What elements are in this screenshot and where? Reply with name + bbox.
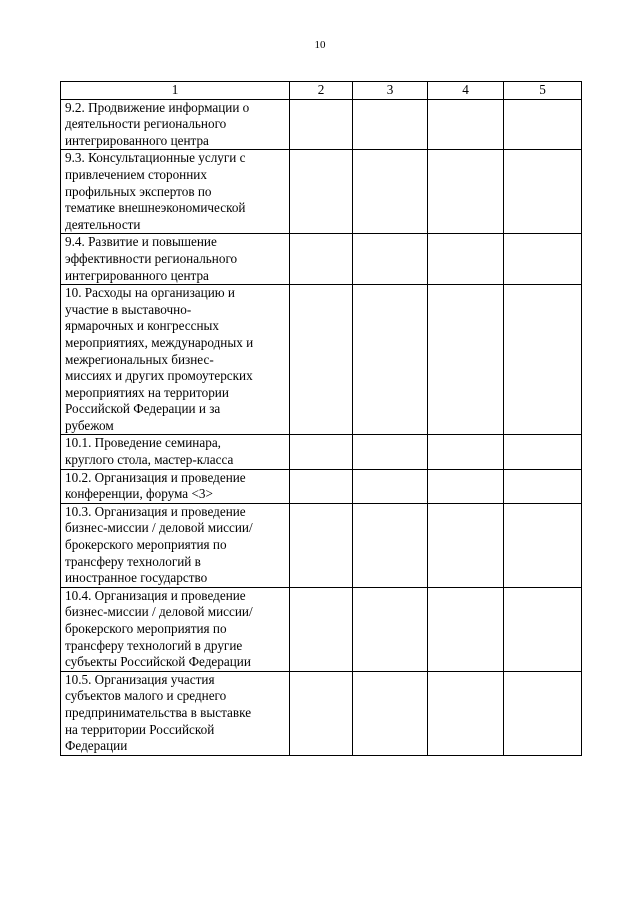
table-row	[61, 503, 582, 587]
table-cell	[504, 469, 582, 503]
table-cell	[428, 503, 504, 587]
table-cell	[290, 671, 353, 755]
row-label: 10.1. Проведение семинара, круглого стола, мастер-класса	[61, 435, 290, 469]
table-row	[61, 285, 582, 435]
row-label: 9.3. Консультационные услуги с привлечением сторонних профильных экспертов по тематике внешнеэкономической деятельности	[61, 150, 290, 234]
table-cell	[353, 435, 428, 469]
table-cell	[504, 234, 582, 285]
table-cell	[428, 99, 504, 150]
table-cell	[290, 503, 353, 587]
table-cell	[504, 285, 582, 435]
table-cell	[428, 150, 504, 234]
table-cell	[504, 503, 582, 587]
table-cell	[290, 285, 353, 435]
column-header-2: 2	[290, 82, 353, 100]
table-row	[61, 435, 582, 469]
table-row	[61, 234, 582, 285]
table-cell	[290, 587, 353, 671]
table-cell	[504, 99, 582, 150]
column-header-1: 1	[61, 82, 290, 100]
table-cell	[353, 285, 428, 435]
table-cell	[353, 469, 428, 503]
table-cell	[428, 234, 504, 285]
table-cell	[290, 234, 353, 285]
table-cell	[290, 435, 353, 469]
table-cell	[290, 150, 353, 234]
row-label: 10.3. Организация и проведение бизнес-миссии / деловой миссии/ брокерского мероприятия по трансферу технологий в иностранное государство	[61, 503, 290, 587]
table-cell	[504, 671, 582, 755]
table-row	[61, 99, 582, 150]
column-header-5: 5	[504, 82, 582, 100]
table-cell	[428, 435, 504, 469]
table-cell	[290, 99, 353, 150]
row-label: 9.2. Продвижение информации о деятельности регионального интегрированного центра	[61, 99, 290, 150]
table-row	[61, 469, 582, 503]
table-cell	[428, 469, 504, 503]
header-row	[61, 82, 582, 100]
table-row	[61, 671, 582, 755]
column-header-3: 3	[353, 82, 428, 100]
table-row	[61, 150, 582, 234]
table-cell	[353, 99, 428, 150]
column-header-4: 4	[428, 82, 504, 100]
table-cell	[353, 150, 428, 234]
table-cell	[290, 469, 353, 503]
table-cell	[353, 503, 428, 587]
report-table	[60, 81, 582, 756]
table-cell	[504, 435, 582, 469]
page-number: 10	[314, 39, 326, 51]
table-row	[61, 587, 582, 671]
table-cell	[353, 234, 428, 285]
row-label: 10.4. Организация и проведение бизнес-миссии / деловой миссии/ брокерского мероприятия по трансферу технологий в другие субъекты Российской Федерации	[61, 587, 290, 671]
table-cell	[353, 587, 428, 671]
table-cell	[504, 150, 582, 234]
table-cell	[504, 587, 582, 671]
row-label: 10.2. Организация и проведение конференции, форума <3>	[61, 469, 290, 503]
row-label: 9.4. Развитие и повышение эффективности регионального интегрированного центра	[61, 234, 290, 285]
table-cell	[353, 671, 428, 755]
row-label: 10.5. Организация участия субъектов малого и среднего предпринимательства в выставке на территории Российской Федерации	[61, 671, 290, 755]
table-cell	[428, 587, 504, 671]
table-cell	[428, 671, 504, 755]
row-label: 10. Расходы на организацию и участие в выставочно- ярмарочных и конгрессных мероприятиях, международных и межрегиональных бизнес- миссиях и других промоутерских мероприятиях на территории Российской Федерации и за рубежом	[61, 285, 290, 435]
table-cell	[428, 285, 504, 435]
